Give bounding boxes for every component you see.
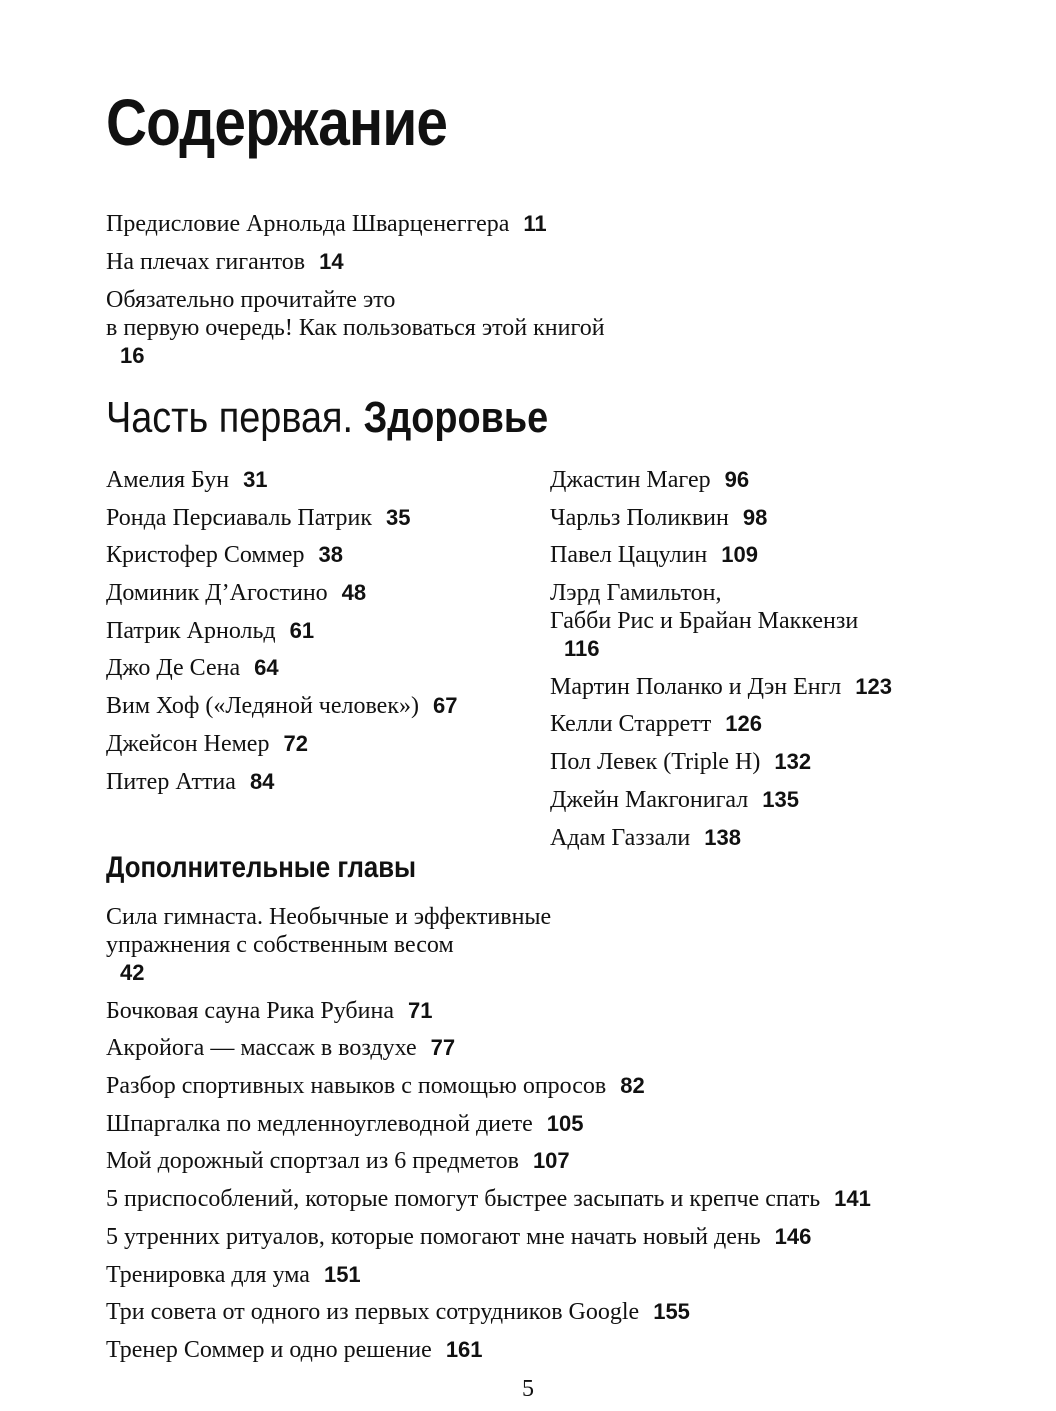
toc-entry-page: 161: [445, 1336, 483, 1362]
toc-entry: [106, 1034, 871, 1062]
toc-entry-title: Обязательно прочитайте это: [106, 287, 396, 313]
toc-entry-page: 64: [254, 655, 279, 681]
toc-entry-page: 72: [283, 730, 308, 756]
toc-entry-page: 38: [318, 542, 343, 568]
toc-entry-title: Келли Старретт: [550, 711, 712, 738]
toc-entry-page: 16: [120, 343, 145, 368]
page-title: Содержание: [106, 85, 448, 159]
toc-entry-title: Вим Хоф («Ледяной человек»): [106, 693, 419, 720]
toc-entry-title: 5 утренних ритуалов, которые помогают мне начать новый день: [106, 1223, 761, 1250]
toc-entry: [106, 1298, 871, 1326]
toc-entry-page: 123: [855, 673, 892, 699]
toc-entry-page: 48: [341, 580, 367, 606]
part-heading: [106, 392, 548, 444]
toc-entry-page: 151: [323, 1261, 361, 1287]
toc-entry-title: Мартин Поланко и Дэн Енгл: [550, 673, 842, 700]
toc-entry: [550, 579, 892, 663]
toc-entry-title: Тренировка для ума: [106, 1261, 310, 1288]
toc-entry-page: 132: [774, 749, 812, 775]
part-name: Здоровье: [363, 393, 549, 442]
toc-entry: [106, 504, 457, 532]
toc-entry-page: 71: [407, 997, 433, 1023]
toc-entry-page: 11: [523, 211, 547, 236]
toc-entry: [106, 1185, 871, 1213]
toc-entry: [106, 997, 871, 1025]
toc-entry-title: Лэрд Гамильтон,: [550, 580, 722, 607]
toc-entry-title: Адам Газзали: [550, 824, 691, 851]
toc-entry-title: Кристофер Соммер: [106, 542, 305, 569]
toc-entry-page: 14: [319, 249, 344, 274]
toc-entry: [106, 1072, 871, 1100]
toc-entry: [550, 710, 892, 738]
toc-entry-title: в первую очередь! Как пользоваться этой книгой: [106, 315, 605, 341]
toc-entry-page: 107: [532, 1148, 570, 1174]
toc-entry-page: 35: [386, 504, 411, 530]
toc-entry-title: Шпаргалка по медленноуглеводной диете: [106, 1110, 533, 1137]
toc-entry: [106, 286, 605, 370]
toc-entry: [106, 248, 605, 276]
intro-list: [106, 210, 605, 370]
toc-entry-title: Акройога — массаж в воздухе: [106, 1035, 417, 1062]
toc-entry-title: Габби Рис и Брайан Маккензи: [550, 608, 859, 635]
toc-entry: [106, 692, 457, 720]
toc-entry-page: 126: [725, 711, 763, 737]
right-column-list: [550, 466, 892, 861]
toc-entry-title: Предисловие Арнольда Шварценеггера: [106, 211, 510, 237]
toc-entry-title: Сила гимнаста. Необычные и эффективные: [106, 904, 552, 930]
toc-entry-page: 155: [653, 1299, 690, 1325]
toc-entry-page: 98: [742, 504, 768, 530]
toc-entry: [550, 824, 892, 852]
part-prefix: Часть первая.: [106, 393, 354, 442]
toc-entry-page: 146: [774, 1223, 812, 1249]
toc-entry: [550, 748, 892, 776]
toc-entry-page: 82: [620, 1073, 645, 1099]
toc-entry: [550, 466, 892, 494]
toc-entry-title: Чарльз Поликвин: [550, 504, 729, 531]
toc-entry: [106, 1147, 871, 1175]
toc-entry-page: 138: [704, 824, 741, 850]
toc-entry-title: Ронда Персиаваль Патрик: [106, 504, 373, 531]
toc-entry: [550, 541, 892, 569]
toc-entry-title: Джейн Макгонигал: [550, 786, 749, 813]
toc-entry-page: 67: [432, 693, 458, 719]
extra-chapters-heading: Дополнительные главы: [106, 851, 417, 884]
toc-entry-title: Мой дорожный спортзал из 6 предметов: [106, 1148, 519, 1175]
toc-entry-title: На плечах гигантов: [106, 249, 306, 275]
toc-entry-page: 109: [721, 542, 758, 568]
toc-entry-title: Тренер Соммер и одно решение: [106, 1336, 432, 1363]
toc-entry: [550, 673, 892, 701]
toc-entry-title: Бочковая сауна Рика Рубина: [106, 997, 394, 1024]
toc-entry-title: Амелия Бун: [106, 467, 230, 493]
toc-entry: [106, 579, 457, 607]
toc-entry-title: Доминик Д’Агостино: [106, 580, 328, 607]
toc-entry-title: Три совета от одного из первых сотрудников Google: [106, 1299, 640, 1326]
toc-entry-title: Джейсон Немер: [106, 730, 270, 757]
toc-entry-page: 105: [546, 1110, 584, 1136]
toc-entry-title: Пол Левек (Triple H): [550, 749, 761, 776]
toc-entry: [550, 504, 892, 532]
toc-entry-page: 96: [724, 467, 750, 492]
toc-entry-title: 5 приспособлений, которые помогут быстрее засыпать и крепче спать: [106, 1186, 821, 1213]
toc-entry-title: Разбор спортивных навыков с помощью опросов: [106, 1073, 607, 1100]
toc-entry-title: упражнения с собственным весом: [106, 932, 454, 958]
toc-entry-page: 141: [834, 1186, 871, 1212]
left-column-list: [106, 466, 457, 805]
toc-entry: [106, 617, 457, 645]
toc-entry: [106, 541, 457, 569]
toc-entry-page: 61: [289, 617, 315, 643]
toc-entry: [106, 466, 457, 494]
extra-chapters-list: [106, 903, 871, 1374]
toc-entry: [106, 654, 457, 682]
toc-entry-page: 135: [762, 786, 799, 812]
toc-entry-title: Павел Цацулин: [550, 542, 708, 569]
toc-entry: [106, 1223, 871, 1251]
toc-entry-page: 31: [243, 467, 268, 492]
toc-entry: [106, 1110, 871, 1138]
toc-entry-title: Патрик Арнольд: [106, 617, 276, 644]
toc-entry: [106, 1336, 871, 1364]
toc-entry: [106, 768, 457, 796]
toc-entry: [106, 1261, 871, 1289]
toc-entry-title: Питер Аттиа: [106, 768, 236, 795]
toc-entry: [550, 786, 892, 814]
toc-entry: [106, 730, 457, 758]
toc-entry-page: 116: [564, 636, 600, 662]
toc-entry-title: Джастин Магер: [550, 467, 711, 493]
toc-entry-page: 84: [249, 768, 275, 794]
toc-entry: [106, 210, 605, 238]
page-number: 5: [522, 1376, 534, 1402]
toc-entry-page: 77: [430, 1035, 456, 1061]
toc-entry-page: 42: [120, 960, 145, 985]
toc-entry-title: Джо Де Сена: [106, 655, 241, 682]
toc-entry: [106, 903, 871, 987]
